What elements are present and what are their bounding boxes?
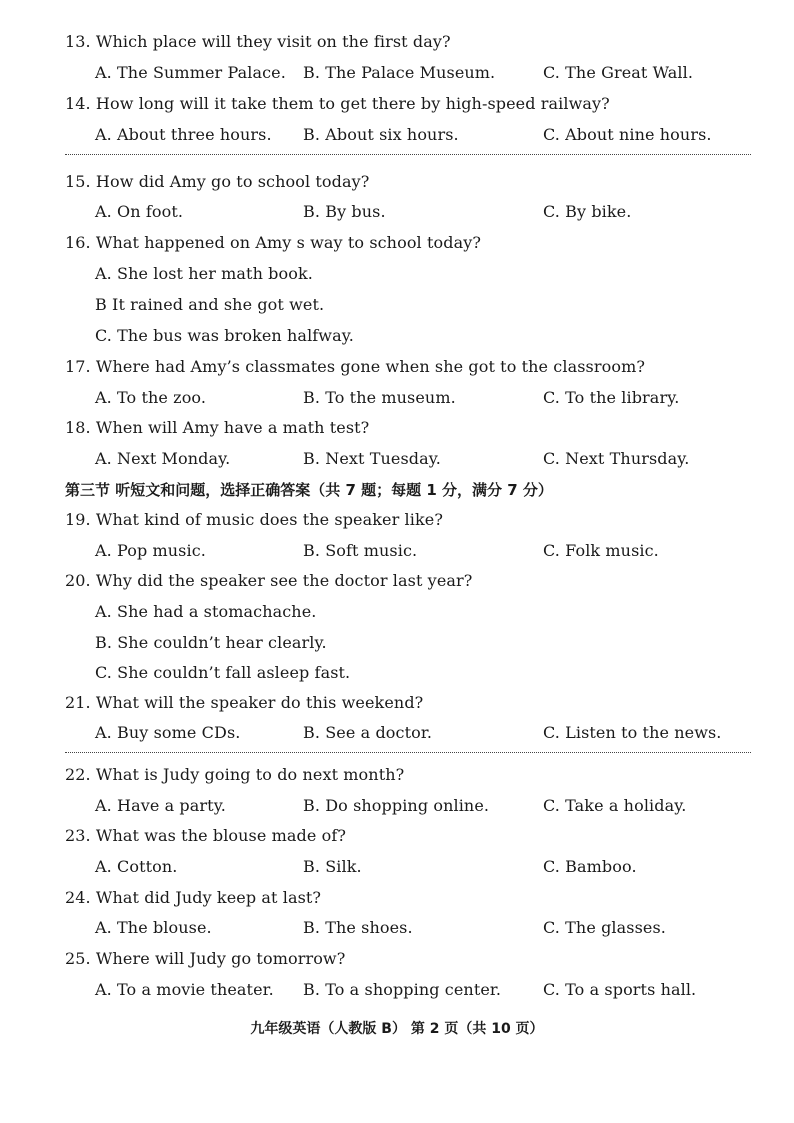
q13-option-a: A. The Summer Palace. (95, 63, 286, 82)
dotted-divider (65, 752, 751, 753)
q18-option-b: B. Next Tuesday. (303, 449, 441, 468)
q14-option-b: B. About six hours. (303, 125, 459, 144)
q18-option-c: C. Next Thursday. (543, 449, 690, 468)
q25-option-b: B. To a shopping center. (303, 980, 502, 999)
q23-option-a: A. Cotton. (95, 857, 178, 876)
q24-option-a: A. The blouse. (95, 918, 212, 937)
q19-option-c: C. Folk music. (543, 541, 659, 560)
q15-option-c: C. By bike. (543, 202, 632, 221)
question-18: 18. When will Amy have a math test? (65, 418, 370, 437)
q17-option-c: C. To the library. (543, 388, 680, 407)
q16-option-c: C. The bus was broken halfway. (95, 326, 354, 345)
q23-option-b: B. Silk. (303, 857, 362, 876)
q23-option-c: C. Bamboo. (543, 857, 637, 876)
q19-option-a: A. Pop music. (95, 541, 206, 560)
q22-option-b: B. Do shopping online. (303, 796, 490, 815)
question-15: 15. How did Amy go to school today? (65, 172, 370, 191)
q24-option-c: C. The glasses. (543, 918, 666, 937)
question-16: 16. What happened on Amy s way to school today? (65, 233, 482, 252)
q21-option-c: C. Listen to the news. (543, 723, 722, 742)
dotted-divider (65, 154, 751, 155)
q15-option-a: A. On foot. (95, 202, 184, 221)
q15-option-b: B. By bus. (303, 202, 386, 221)
question-19: 19. What kind of music does the speaker like? (65, 510, 444, 529)
q17-option-b: B. To the museum. (303, 388, 456, 407)
question-21: 21. What will the speaker do this weekend? (65, 693, 424, 712)
q17-option-a: A. To the zoo. (95, 388, 207, 407)
q16-option-b: B It rained and she got wet. (95, 295, 325, 314)
q16-option-a: A. She lost her math book. (95, 264, 313, 283)
question-23: 23. What was the blouse made of? (65, 826, 347, 845)
q24-option-b: B. The shoes. (303, 918, 413, 937)
q13-option-c: C. The Great Wall. (543, 63, 694, 82)
q20-option-b: B. She couldn’t hear clearly. (95, 633, 327, 652)
q25-option-c: C. To a sports hall. (543, 980, 697, 999)
q25-option-a: A. To a movie theater. (95, 980, 274, 999)
q22-option-c: C. Take a holiday. (543, 796, 687, 815)
q19-option-b: B. Soft music. (303, 541, 418, 560)
question-14: 14. How long will it take them to get there by high-speed railway? (65, 94, 610, 113)
page-footer: 九年级英语（人教版 B） 第 2 页（共 10 页） (250, 1021, 544, 1037)
question-22: 22. What is Judy going to do next month? (65, 765, 405, 784)
q21-option-b: B. See a doctor. (303, 723, 433, 742)
question-17: 17. Where had Amy’s classmates gone when she got to the classroom? (65, 357, 646, 376)
q14-option-c: C. About nine hours. (543, 125, 712, 144)
q20-option-c: C. She couldn’t fall asleep fast. (95, 663, 351, 682)
question-24: 24. What did Judy keep at last? (65, 888, 322, 907)
section-3-heading: 第三节 听短文和问题，选择正确答案（共 7 题；每题 1 分，满分 7 分） (65, 481, 553, 499)
q14-option-a: A. About three hours. (95, 125, 272, 144)
q21-option-a: A. Buy some CDs. (95, 723, 241, 742)
question-13: 13. Which place will they visit on the first day? (65, 32, 451, 51)
q22-option-a: A. Have a party. (95, 796, 226, 815)
q13-option-b: B. The Palace Museum. (303, 63, 496, 82)
q18-option-a: A. Next Monday. (95, 449, 231, 468)
question-25: 25. Where will Judy go tomorrow? (65, 949, 346, 968)
q20-option-a: A. She had a stomachache. (95, 602, 317, 621)
question-20: 20. Why did the speaker see the doctor last year? (65, 571, 473, 590)
